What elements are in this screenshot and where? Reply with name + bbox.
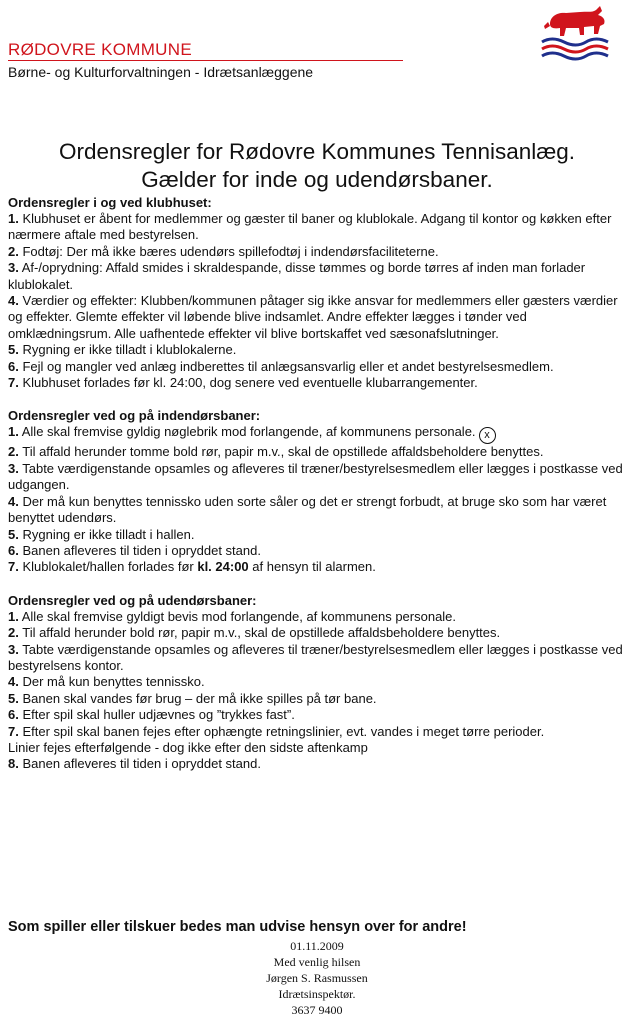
rule-item: [8, 342, 630, 358]
rule-number: 3.: [8, 641, 19, 657]
rule-number: 3.: [8, 260, 19, 276]
rule-text: Fodtøj: Der må ikke bæres udendørs spillefodtøj i indendørsfaciliteterne.: [22, 243, 439, 259]
rule-number: 4.: [8, 293, 19, 309]
signature-role: Idrætsinspektør.: [278, 987, 356, 1001]
rule-item: [8, 293, 630, 342]
title-line-1: Ordensregler for Rødovre Kommunes Tennisanlæg.: [58, 139, 576, 164]
rule-item: [8, 691, 630, 707]
rule-number: 1.: [8, 211, 19, 226]
rule-number: 8.: [8, 756, 19, 772]
rule-item: [8, 527, 630, 543]
rule-number: 5.: [8, 690, 19, 706]
rule-item: [8, 625, 630, 641]
section-clubhouse: [8, 194, 630, 391]
rule-number: 1.: [8, 424, 19, 440]
rule-item: [8, 375, 630, 391]
rule-number: 5.: [8, 342, 19, 358]
section-indoor-courts: [8, 407, 630, 575]
rule-number: 2.: [8, 444, 19, 460]
rule-item: [8, 444, 630, 460]
signature-greeting: Med venlig hilsen: [273, 955, 361, 969]
rule-number: 7.: [8, 723, 19, 739]
signature-date: 01.11.2009: [290, 939, 344, 953]
letterhead-rule: [8, 60, 403, 61]
letterhead: [8, 40, 618, 81]
signature-name: Jørgen S. Rasmussen: [266, 971, 368, 985]
rule-text: Banen afleveres til tiden i opryddet stand.: [22, 756, 261, 772]
rule-text: Klubhuset er åbent for medlemmer og gæster til baner og klublokale. Adgang til kontor og køkken efter nærmere aftale med bestyrelsen.: [8, 211, 612, 243]
rule-number: 6.: [8, 542, 19, 558]
rule-text: Tabte værdigenstande opsamles og afleveres til træner/bestyrelsesmedlem eller lægges i postkasse ved bestyrelsens kontor.: [8, 641, 623, 673]
rule-item: [8, 674, 630, 690]
rule-item: [8, 756, 630, 772]
rule-item: [8, 359, 630, 375]
rule-number: 5.: [8, 526, 19, 542]
rule-item: [8, 244, 630, 260]
org-name: RØDOVRE KOMMUNE: [8, 40, 192, 59]
rules-content: [8, 194, 630, 773]
rule-item: [8, 707, 630, 723]
rule-text-bold: kl. 24:00: [197, 559, 249, 575]
title-line-2: Gælder for inde og udendørsbaner.: [141, 167, 493, 192]
signature-block: [0, 938, 634, 1018]
rule-text: Banen afleveres til tiden i opryddet stand.: [22, 542, 261, 558]
rule-item: [8, 461, 630, 494]
rule-text: Klublokalet/hallen forlades før: [22, 559, 198, 575]
rule-number: 7.: [8, 375, 19, 391]
section-outdoor-courts: [8, 592, 630, 773]
rule-number: 3.: [8, 460, 19, 476]
rule-text: Alle skal fremvise gyldigt bevis mod forlangende, af kommunens personale.: [21, 608, 457, 624]
rule-number: 4.: [8, 493, 19, 509]
rule-item: [8, 740, 630, 756]
rule-item: [8, 642, 630, 675]
document-title: [0, 138, 634, 194]
rule-text: Efter spil skal banen fejes efter ophængte retningslinier, evt. vandes i meget tørre perioder.: [22, 723, 545, 739]
rule-text: Til affald herunder bold rør, papir m.v., skal de opstillede affaldsbeholdere benyttes.: [22, 625, 501, 641]
rule-item: [8, 211, 630, 244]
signature-phone: 3637 9400: [291, 1003, 343, 1017]
rule-text: Rygning er ikke tilladt i klublokalerne.: [22, 342, 237, 358]
rule-number: 6.: [8, 707, 19, 723]
rule-text: Banen skal vandes før brug – der må ikke spilles på tør bane.: [22, 690, 377, 706]
rule-text: Der må kun benyttes tennissko uden sorte såler og det er strengt forbudt, at bruge sko som har været benyttet udendørs.: [8, 493, 607, 526]
rule-number: 2.: [8, 243, 19, 259]
rule-item: [8, 543, 630, 559]
closing-statement: Som spiller eller tilskuer bedes man udvise hensyn over for andre!: [8, 919, 467, 935]
rule-text: Efter spil skal huller udjævnes og ”trykkes fast”.: [22, 707, 295, 723]
rule-item: [8, 609, 630, 625]
section-heading: Ordensregler ved og på udendørsbaner:: [8, 592, 257, 608]
rule-text: Alle skal fremvise gyldig nøglebrik mod forlangende, af kommunens personale.: [21, 424, 476, 440]
handwritten-x-mark: x: [479, 427, 496, 444]
rule-number: 7.: [8, 559, 19, 575]
rule-text: Af-/oprydning: Affald smides i skraldespande, disse tømmes og borde tørres af inden man forlader klublokalet.: [8, 260, 586, 292]
rule-text: Til affald herunder tomme bold rør, papir m.v., skal de opstillede affaldsbeholdere benyttes.: [22, 444, 544, 460]
rule-text: Linier fejes efterfølgende - dog ikke efter den sidste aftenkamp: [8, 739, 368, 755]
rule-text-after: af hensyn til alarmen.: [248, 559, 376, 575]
rule-text: Rygning er ikke tilladt i hallen.: [22, 526, 195, 542]
rule-text: Fejl og mangler ved anlæg indberettes til anlægsansvarlig eller et andet bestyrelsesmedlem.: [22, 358, 554, 374]
rule-number: 6.: [8, 358, 19, 374]
rule-number: 1.: [8, 608, 19, 624]
rule-text: Klubhuset forlades før kl. 24:00, dog senere ved eventuelle klubarrangementer.: [22, 375, 478, 391]
rule-text: Tabte værdigenstande opsamles og afleveres til træner/bestyrelsesmedlem eller lægges i postkasse ved udgangen.: [8, 460, 623, 493]
rule-item: [8, 559, 630, 575]
section-heading: Ordensregler i og ved klubhuset:: [8, 195, 212, 210]
rule-item: [8, 260, 630, 293]
rodovre-bull-logo-icon: [540, 2, 610, 62]
rule-text: Der må kun benyttes tennissko.: [22, 674, 205, 690]
rule-number: 4.: [8, 674, 19, 690]
rule-item: [8, 724, 630, 740]
rule-item: [8, 424, 630, 444]
rule-item: [8, 494, 630, 527]
rule-number: 2.: [8, 625, 19, 641]
section-heading: Ordensregler ved og på indendørsbaner:: [8, 408, 261, 424]
department-name: Børne- og Kulturforvaltningen - Idrætsanlæggene: [8, 64, 314, 80]
rule-text: Værdier og effekter: Klubben/kommunen påtager sig ikke ansvar for medlemmers eller gæsters værdier og effekter. Glemte effekter vil løbende blive indsamlet. Andre effekter lægges i tønder ved omklædningsrum. Alle uafhentede effekter vil blive bortskaffet ved sæsonafslutninger.: [8, 293, 618, 341]
